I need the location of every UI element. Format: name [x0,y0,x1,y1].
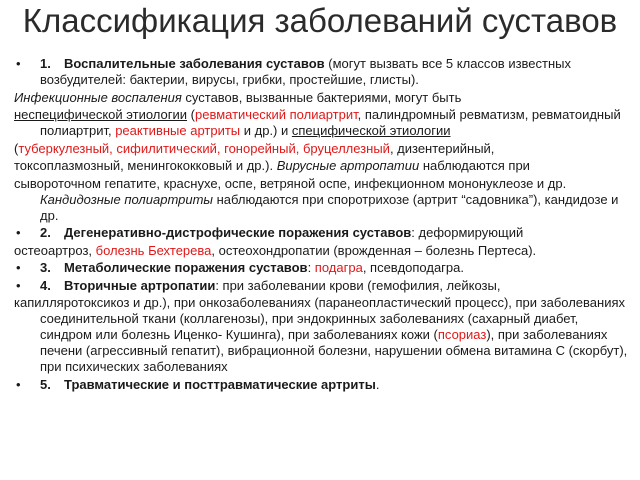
underlined-term: специфической этиологии [291,123,451,138]
item-number: 3. [40,260,51,275]
paragraph-text: сывороточном гепатите, краснухе, оспе, ветряной оспе, инфекционном мононуклеозе и др. [14,175,567,191]
item-number: 4. [40,277,51,293]
item-heading: Дегенеративно-дистрофические поражения суставов [64,225,412,240]
highlight-term: ревматический полиартрит [194,107,358,122]
paragraph-secondary [14,295,628,375]
list-item-2 [14,225,628,241]
item-text: , псевдоподагра. [362,260,464,275]
paragraph-nonspecific [14,107,628,139]
list-item-5 [14,377,628,393]
paragraph-text: и др.) и [240,123,292,138]
paragraph-text: капилляротоксикоз и др.), при онкозаболеваниях (паранеопластический процесс), при заболеваниях соединительной ткани (коллагенозы), при эндокринных заболеваниях (сахарный диабет, синдром или болезнь Иценко- Кушинга), при заболеваниях кожи ( [14,295,625,342]
list-item-3 [14,260,628,276]
paragraph-text: ( [187,107,195,122]
paragraph-text: ), при заболеваниях печени (агрессивный гепатит), вибрационной болезни, нарушении обмена витамина С (скорбут), при психических заболеваниях [40,327,628,374]
paragraph-text: , дизентерийный, [389,140,495,156]
list-item-4 [14,278,628,294]
highlight-term: псориаз [437,327,487,342]
italic-term: Инфекционные воспаления [14,89,182,105]
paragraph-text: остеоартроз, [14,242,96,258]
paragraph-text: ( [14,140,19,156]
list-item-1 [14,56,628,88]
paragraph-degenerative [14,243,628,259]
item-text: (могут вызвать все 5 классов известных возбудителей: бактерии, вирусы, грибки, простейшие, глисты). [40,56,572,87]
highlight-term: болезнь Бехтерева [95,242,212,258]
highlight-term: подагра [314,260,363,275]
highlight-term: туберкулезный, сифилитический, гонорейный, бруцеллезный [18,140,390,156]
paragraph-viral [14,158,628,174]
item-heading: Вторичные артропатии [64,277,216,293]
item-text: : при заболевании крови (гемофилия, лейкозы, [215,277,501,293]
paragraph-text: , палиндромный ревматизм, ревматоидный полиартрит, [40,107,621,138]
italic-term: Вирусные артропатии [276,158,420,173]
item-number: 1. [40,56,51,71]
paragraph-text: суставов, вызванные бактериями, могут быть [181,89,462,105]
item-heading: Воспалительные заболевания суставов [64,56,325,71]
item-text: : деформирующий [411,225,524,240]
underlined-term: неспецифической этиологии [14,107,188,122]
paragraph-candida [14,176,628,224]
item-number: 2. [40,225,51,240]
item-heading: Травматические и посттравматические артриты [64,376,376,392]
item-number: 5. [40,376,51,392]
paragraph-specific [14,141,628,157]
item-text: . [375,376,380,392]
item-heading: Метаболические поражения суставов [64,260,308,275]
paragraph-text: наблюдаются при [419,158,530,173]
item-text: : [307,260,315,275]
italic-term: Кандидозные полиартриты [40,191,213,207]
paragraph-infection [14,90,628,106]
paragraph-text: , остеохондропатии (врожденная – болезнь Пертеса). [211,242,537,258]
slide-title: Классификация заболеваний суставов [22,2,618,39]
paragraph-text: токсоплазмозный, менингококковый и др.). [14,158,277,173]
paragraph-text: наблюдаются при споротрихозе (артрит “садовника”), кандидозе и др. [40,191,619,223]
slide-content [14,56,628,394]
highlight-term: реактивные артриты [115,123,241,138]
